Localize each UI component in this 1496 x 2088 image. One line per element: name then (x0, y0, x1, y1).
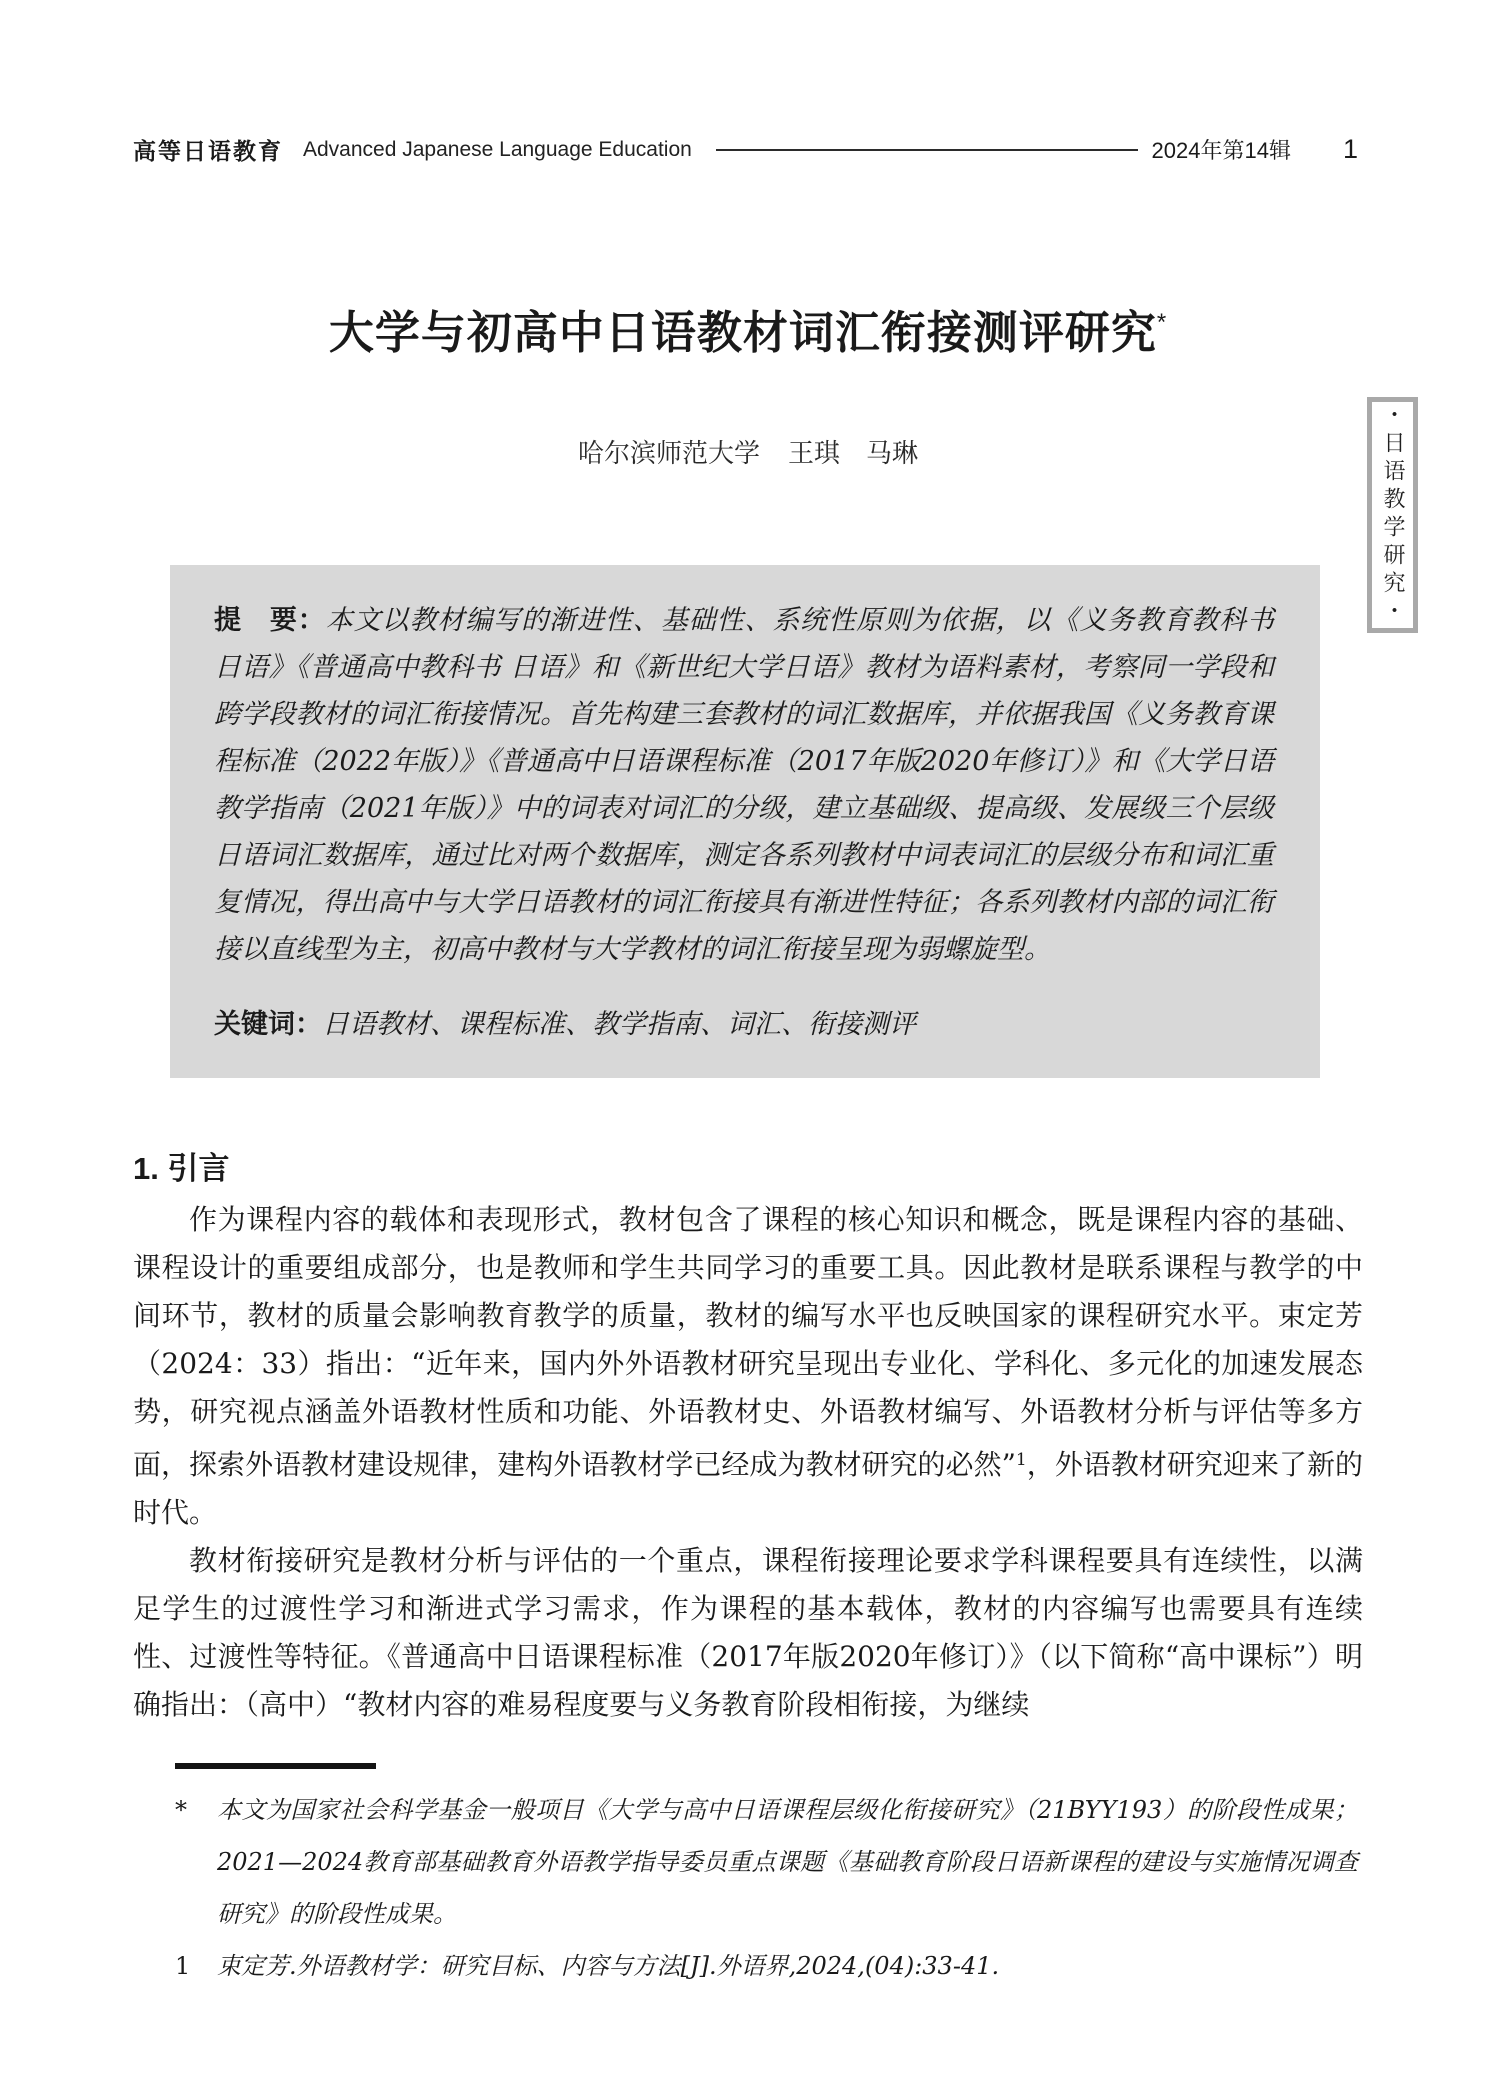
abstract-label: 提 要： (214, 605, 326, 635)
abstract-text: 本文以教材编写的渐进性、基础性、系统性原则为依据，以《义务教育教科书 日语》《普通高中教科书 日语》和《新世纪大学日语》教材为语料素材，考察同一学段和跨学段教材的词汇衔接情况。首先构建三套教材的词汇数据库，并依据我国《义务教育课程标准（2022年版）》《普通高中日语课程标准（2017年版2020年修订）》和《大学日语教学指南（2021年版）》中的词表对词汇的分级，建立基础级、提高级、发展级三个层级日语词汇数据库，通过比对两个数据库，测定各系列教材中词表词汇的层级分布和词汇重复情况，得出高中与大学日语教材的词汇衔接具有渐进性特征；各系列教材内部的词汇衔接以直线型为主，初高中教材与大学教材的词汇衔接呈现为弱螺旋型。 (214, 605, 1275, 965)
header-rule (716, 149, 1138, 151)
paragraph-1-text: 作为课程内容的载体和表现形式，教材包含了课程的核心知识和概念，既是课程内容的基础、课程设计的重要组成部分，也是教师和学生共同学习的重要工具。因此教材是联系课程与教学的中间环节，教材的质量会影响教育教学的质量，教材的编写水平也反映国家的课程研究水平。束定芳（2024：33）指出：“近年来，国内外外语教材研究呈现出专业化、学科化、多元化的加速发展态势，研究视点涵盖外语教材性质和功能、外语教材史、外语教材编写、外语教材分析与评估等多方面，探索外语教材建设规律，建构外语教材学已经成为教材研究的必然” (133, 1203, 1363, 1481)
running-head (133, 133, 1358, 166)
footnote-1-marker: 1 (175, 1952, 191, 1980)
author-line (0, 433, 1496, 470)
paragraph-1-tail: ，外语教材研究迎来了新的时代。 (133, 1448, 1363, 1529)
footnote-star (175, 1784, 1358, 1940)
keywords-line (214, 1001, 1274, 1048)
keywords-text: 日语教材、课程标准、教学指南、词汇、衔接测评 (322, 1009, 916, 1040)
journal-title-cn: 高等日语教育 (133, 138, 283, 164)
title-footnote-marker: * (1156, 309, 1168, 336)
footnote-ref-1: 1 (1015, 1450, 1027, 1470)
issue-label: 2024年第14辑 (1151, 138, 1291, 163)
body-text (133, 1196, 1363, 1729)
footnote-divider (175, 1763, 376, 1769)
keywords-label: 关键词： (214, 1009, 322, 1039)
column-side-tab (1367, 397, 1418, 633)
footnote-star-text: 本文为国家社会科学基金一般项目《大学与高中日语课程层级化衔接研究》（21BYY193）的阶段性成果；2021—2024教育部基础教育外语教学指导委员重点课题《基础教育阶段日语新课程的建设与实施情况调查研究》的阶段性成果。 (217, 1796, 1358, 1928)
footnote-1-text: 束定芳.外语教材学：研究目标、内容与方法[J].外语界,2024,(04):33-41. (217, 1952, 1000, 1980)
footnotes (175, 1784, 1358, 1992)
paragraph-2: 教材衔接研究是教材分析与评估的一个重点，课程衔接理论要求学科课程要具有连续性，以满足学生的过渡性学习和渐进式学习需求，作为课程的基本载体，教材的内容编写也需要具有连续性、过渡性等特征。《普通高中日语课程标准（2017年版2020年修订）》（以下简称“高中课标”）明确指出：（高中）“教材内容的难易程度要与义务教育阶段相衔接，为继续 (133, 1544, 1363, 1721)
abstract-box (170, 565, 1320, 1078)
journal-title-en: Advanced Japanese Language Education (303, 137, 692, 161)
abstract-paragraph (214, 597, 1274, 973)
authors: 王琪 马琳 (788, 439, 919, 469)
footnote-1 (175, 1940, 1358, 1992)
paragraph-1 (133, 1196, 1363, 1537)
page-number: 1 (1342, 134, 1358, 164)
affiliation: 哈尔滨师范大学 (577, 439, 760, 469)
article-title (0, 296, 1496, 361)
footnote-star-marker: * (175, 1796, 187, 1824)
column-side-tab-label: ・日语教学研究・ (1380, 403, 1405, 627)
section-heading-introduction: 1. 引言 (133, 1151, 230, 1186)
article-title-text: 大学与初高中日语教材词汇衔接测评研究 (328, 307, 1157, 358)
